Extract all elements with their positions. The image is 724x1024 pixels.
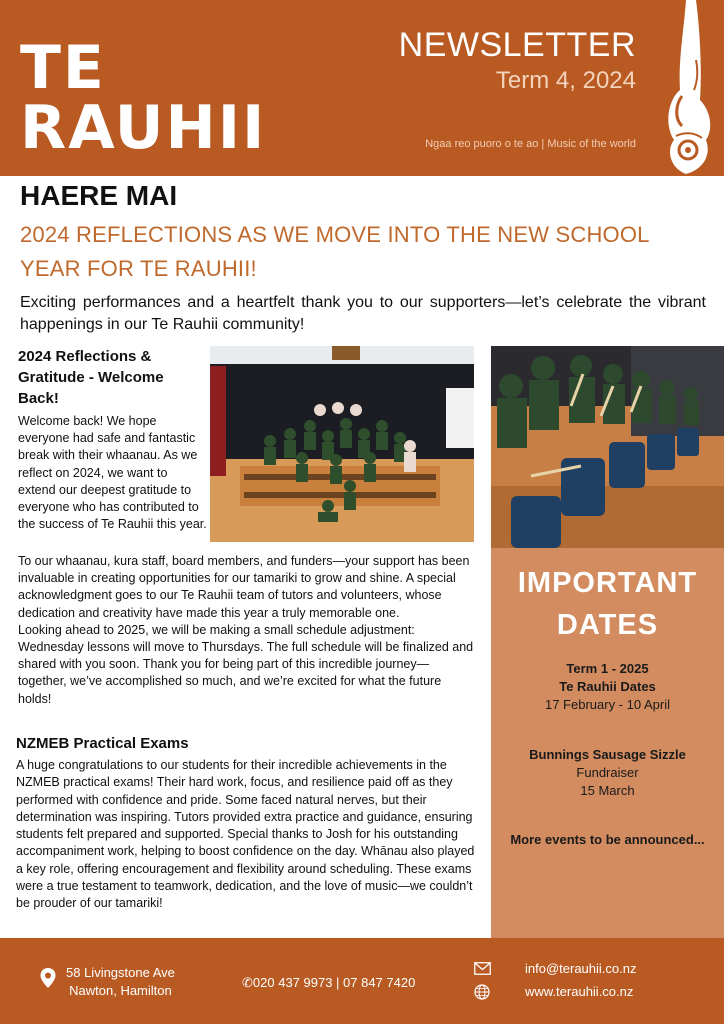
phone-numbers — [242, 975, 415, 991]
violin-scroll-icon — [656, 0, 720, 176]
email-link[interactable]: info@terauhii.co.nz — [525, 961, 637, 976]
address — [66, 964, 175, 1000]
brand-line-1: TE — [20, 33, 106, 103]
phone-icon: ✆ — [242, 975, 253, 990]
event-term1-title: Term 1 - 2025 — [566, 661, 649, 676]
globe-icon — [474, 984, 490, 1000]
newsletter-tagline: Ngaa reo puoro o te ao | Music of the world — [425, 138, 636, 150]
newsletter-term: Term 4, 2024 — [495, 67, 636, 94]
intro-lead-text: Exciting performances and a heartfelt thank you to our supporters—let’s celebrate the vibrant happenings in our Te Rauhii community! — [20, 294, 706, 333]
group-photo — [210, 346, 474, 542]
phone-text: 020 437 9973 | 07 847 7420 — [252, 975, 416, 990]
event-sausage-sizzle-date: 15 March — [580, 783, 635, 798]
reflections-heading: 2024 Reflections & Gratitude - Welcome Back! — [18, 348, 164, 407]
address-line-1: 58 Livingstone Ave — [66, 965, 175, 980]
support-section — [18, 553, 476, 708]
brand-line-2: RAUHII — [20, 93, 267, 163]
more-events-note: More events to be announced... — [510, 832, 705, 847]
greeting-heading: HAERE MAI — [20, 180, 178, 211]
newsletter-header — [0, 0, 724, 176]
event-term1-dates: 17 February - 10 April — [544, 697, 670, 712]
important-dates-panel — [491, 548, 724, 938]
event-sausage-sizzle — [491, 746, 724, 800]
schedule-paragraph: Looking ahead to 2025, we will be making a small schedule adjustment: Wednesday lessons will move to Thursdays. The full schedule will be finalized and shared with you soon. Thank you for being part of this incredible journey—together, we’ve accomplished so much, and we’re excited for what the future holds! — [18, 622, 474, 706]
contact-footer — [0, 938, 724, 1024]
event-term1 — [491, 660, 724, 714]
newsletter-title: NEWSLETTER — [398, 26, 636, 64]
important-dates-title: IMPORTANT DATES — [517, 567, 698, 641]
location-pin-icon — [40, 968, 56, 988]
welcome-paragraph: Welcome back! We hope everyone had safe and fantastic break with their whaanau. As we reflect on 2024, we want to extend our deepest gratitude to everyone who has contributed to the success of Te Rauhii this year. — [18, 414, 207, 532]
brand-logo-text — [20, 33, 267, 163]
event-sausage-sizzle-type: Fundraiser — [576, 765, 639, 780]
address-line-2: Nawton, Hamilton — [69, 983, 172, 998]
website-link[interactable]: www.terauhii.co.nz — [525, 984, 634, 999]
nzmeb-paragraph: A huge congratulations to our students for their incredible achievements in the NZMEB practical exams! Their hard work, focus, and resilience paid off as they performed with confidence and pride. Some faced natural nerves, but their determination was inspiring. Tutors provided extra practice and guidance, ensuring students felt prepared and supported. Special thanks to Josh for his outstanding accompaniment work, helping to boost confidence on the day. Whānau also played a key role, offering encouragement and flexibility around scheduling. These exams were a true testament to teamwork, dedication, and the love of music—we couldn’t be prouder of our tamariki! — [16, 758, 475, 911]
event-term1-subtitle: Te Rauhii Dates — [559, 679, 656, 694]
nzmeb-heading: NZMEB Practical Exams — [16, 735, 189, 752]
drumming-photo — [491, 346, 724, 548]
event-sausage-sizzle-title: Bunnings Sausage Sizzle — [529, 747, 686, 762]
drumming-photo-illustration — [491, 346, 724, 548]
group-photo-illustration — [210, 346, 474, 542]
reflections-subtitle: 2024 REFLECTIONS AS WE MOVE INTO THE NEW SCHOOL YEAR FOR TE RAUHII! — [20, 222, 649, 281]
envelope-icon — [474, 962, 491, 975]
support-paragraph: To our whaanau, kura staff, board members, and funders—your support has been invaluable in creating opportunities for our tamariki to grow and shine. A special acknowledgment goes to our Te Rauhii team of tutors and volunteers, whose dedication and creativity have made this year a truly memorable one. — [18, 554, 470, 620]
